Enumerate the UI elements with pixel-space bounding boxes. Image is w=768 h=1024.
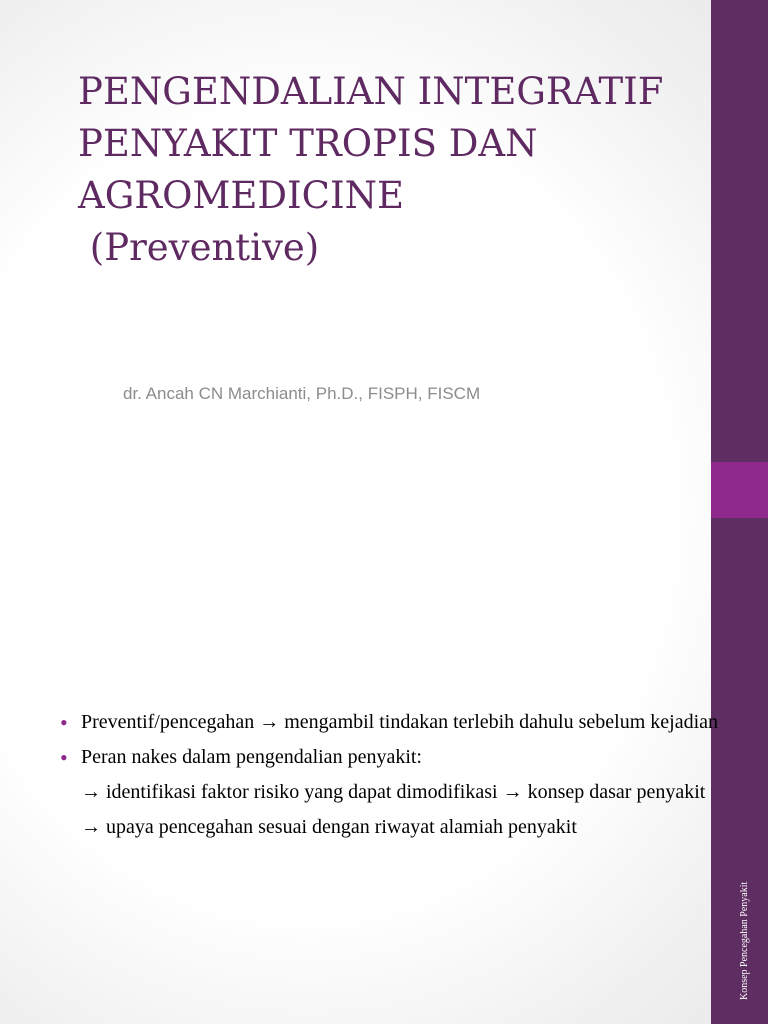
title-line-3: AGROMEDICINE bbox=[78, 174, 404, 217]
title-line-1: PENGENDALIAN INTEGRATIF bbox=[78, 70, 664, 113]
bullet-item bbox=[60, 709, 740, 736]
sub-bullet-item: → upaya pencegahan sesuai dengan riwayat alamiah penyakit bbox=[81, 816, 577, 838]
bullet-text: Preventif/pencegahan → mengambil tindakan terlebih dahulu sebelum kejadian bbox=[81, 711, 719, 733]
bullet-icon: • bbox=[60, 745, 68, 770]
bullet-list bbox=[60, 709, 740, 849]
author-subtitle: dr. Ancah CN Marchianti, Ph.D., FISPH, FISCM bbox=[123, 384, 481, 403]
side-bar-label: Konsep Pencegahan Penyakit bbox=[739, 881, 750, 1000]
title-line-2: PENYAKIT TROPIS DAN bbox=[78, 122, 538, 165]
side-bar-accent bbox=[711, 462, 768, 518]
sub-bullet-item: → identifikasi faktor risiko yang dapat dimodifikasi → konsep dasar penyakit bbox=[81, 781, 706, 803]
slide-title bbox=[78, 66, 698, 274]
bullet-icon: • bbox=[60, 710, 68, 735]
bullet-item bbox=[60, 744, 740, 771]
bullet-text: Peran nakes dalam pengendalian penyakit: bbox=[81, 746, 422, 768]
title-line-4: (Preventive) bbox=[78, 226, 320, 269]
